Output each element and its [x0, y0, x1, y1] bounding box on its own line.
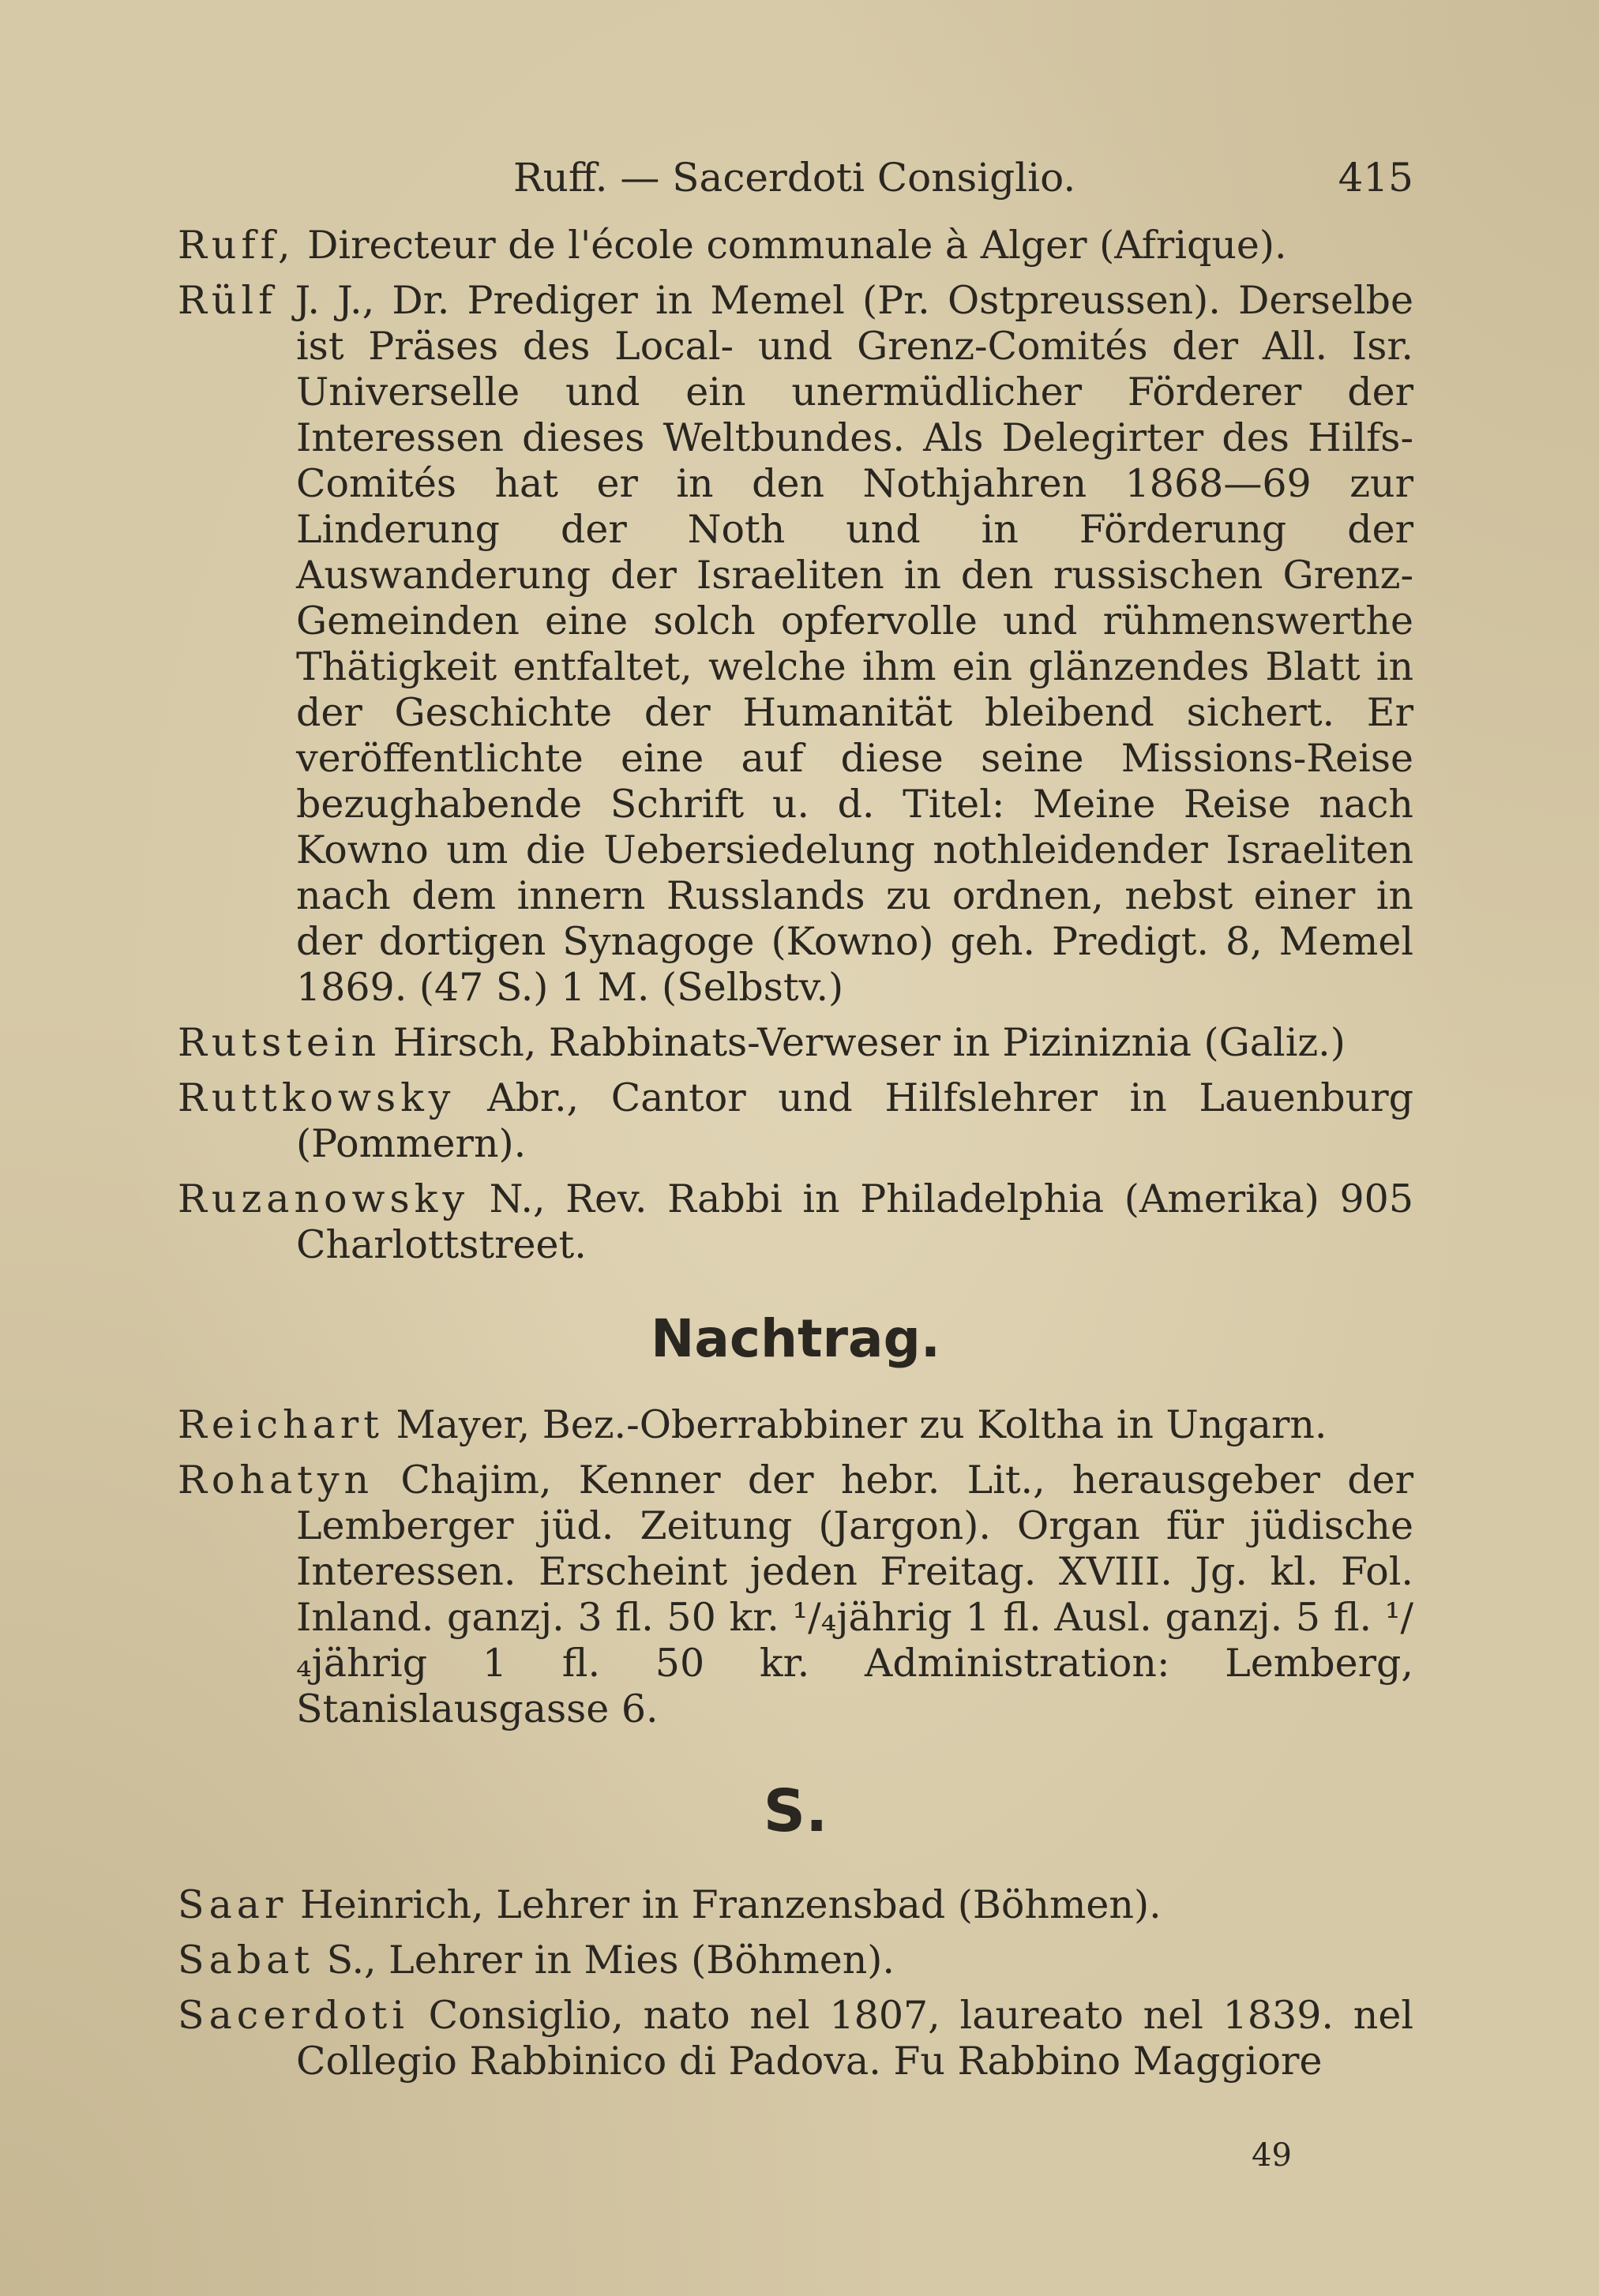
entry-ruttkowsky	[178, 1075, 1413, 1167]
entry-name: Ruff,	[178, 223, 295, 268]
section-s-heading: S.	[763, 1777, 828, 1845]
entry-name: Ruzanowsky	[178, 1176, 470, 1221]
entry-saar	[178, 1882, 1413, 1928]
entry-name: Rohatyn	[178, 1458, 374, 1503]
nachtrag-heading: Nachtrag.	[651, 1308, 940, 1369]
entry-reichart	[178, 1402, 1413, 1448]
entry-text: Consiglio, nato nel 1807, laureato nel 1839. nel Collegio Rabbinico di Padova. Fu Rabbino Maggiore	[296, 1993, 1413, 2084]
entry-text: Hirsch, Rabbinats-Verweser in Piziniznia (Galiz.)	[381, 1020, 1346, 1065]
entry-text: J. J., Dr. Prediger in Memel (Pr. Ostpreussen). Derselbe ist Präses des Local- und Grenz-Comités der All. Isr. Universelle und ein unermüdlicher Förderer der Interessen dieses Weltbundes. Als Delegirter des Hilfs-Comités hat er in den Nothjahren 1868—69 zur Linderung der Noth und in Förderung der Auswanderung der Israeliten in den russischen Grenz-Gemeinden eine solch opfervolle und rühmenswerthe Thätigkeit entfaltet, welche ihm ein glänzendes Blatt in der Geschichte der Humanität bleibend sichert. Er veröffentlichte eine auf diese seine Missions-Reise bezughabende Schrift u. d. Titel: Meine Reise nach Kowno um die Uebersiedelung nothleidender Israeliten nach dem innern Russlands zu ordnen, nebst einer in der dortigen Synagoge (Kowno) geh. Predigt. 8, Memel 1869. (47 S.) 1 M. (Selbstv.)	[277, 278, 1413, 1010]
running-title: Ruff. — Sacerdoti Consiglio.	[513, 155, 1076, 201]
entry-ruzanowsky	[178, 1176, 1413, 1268]
entry-rohatyn	[178, 1458, 1413, 1732]
page-content	[178, 150, 1413, 2094]
entry-sacerdoti	[178, 1993, 1413, 2084]
entry-name: Sabat	[178, 1938, 315, 1983]
entry-text: Chajim, Kenner der hebr. Lit., herausgeber der Lemberger jüd. Zeitung (Jargon). Organ für jüdische Interessen. Erscheint jeden Freitag. XVIII. Jg. kl. Fol. Inland. ganzj. 3 fl. 50 kr. ¹/₄jährig 1 fl. Ausl. ganzj. 5 fl. ¹/₄jährig 1 fl. 50 kr. Administration: Lemberg, Stanislausgasse 6.	[296, 1458, 1413, 1731]
entry-text: Abr., Cantor und Hilfslehrer in Lauenburg (Pommern).	[296, 1075, 1413, 1166]
entry-text: S., Lehrer in Mies (Böhmen).	[314, 1938, 895, 1983]
entry-sabat	[178, 1938, 1413, 1983]
entry-text: Mayer, Bez.-Oberrabbiner zu Koltha in Ungarn.	[383, 1402, 1327, 1447]
entry-text: N., Rev. Rabbi in Philadelphia (Amerika) 905 Charlottstreet.	[296, 1176, 1413, 1267]
entry-text: Heinrich, Lehrer in Franzensbad (Böhmen).	[287, 1882, 1162, 1927]
entry-name: Rutstein	[178, 1020, 381, 1065]
entry-text: Directeur de l'école communale à Alger (Afrique).	[295, 223, 1287, 268]
entry-ruelf	[178, 278, 1413, 1011]
entry-rutstein	[178, 1020, 1413, 1066]
entry-name: Ruttkowsky	[178, 1075, 456, 1120]
entry-ruff	[178, 223, 1413, 268]
page-number: 415	[1338, 155, 1413, 201]
entry-name: Saar	[178, 1882, 288, 1927]
signature-mark: 49	[1252, 2137, 1292, 2174]
entry-name: Sacerdoti	[178, 1993, 409, 2038]
running-head	[178, 150, 1413, 205]
entry-name: Rülf	[178, 278, 278, 323]
entry-name: Reichart	[178, 1402, 384, 1447]
